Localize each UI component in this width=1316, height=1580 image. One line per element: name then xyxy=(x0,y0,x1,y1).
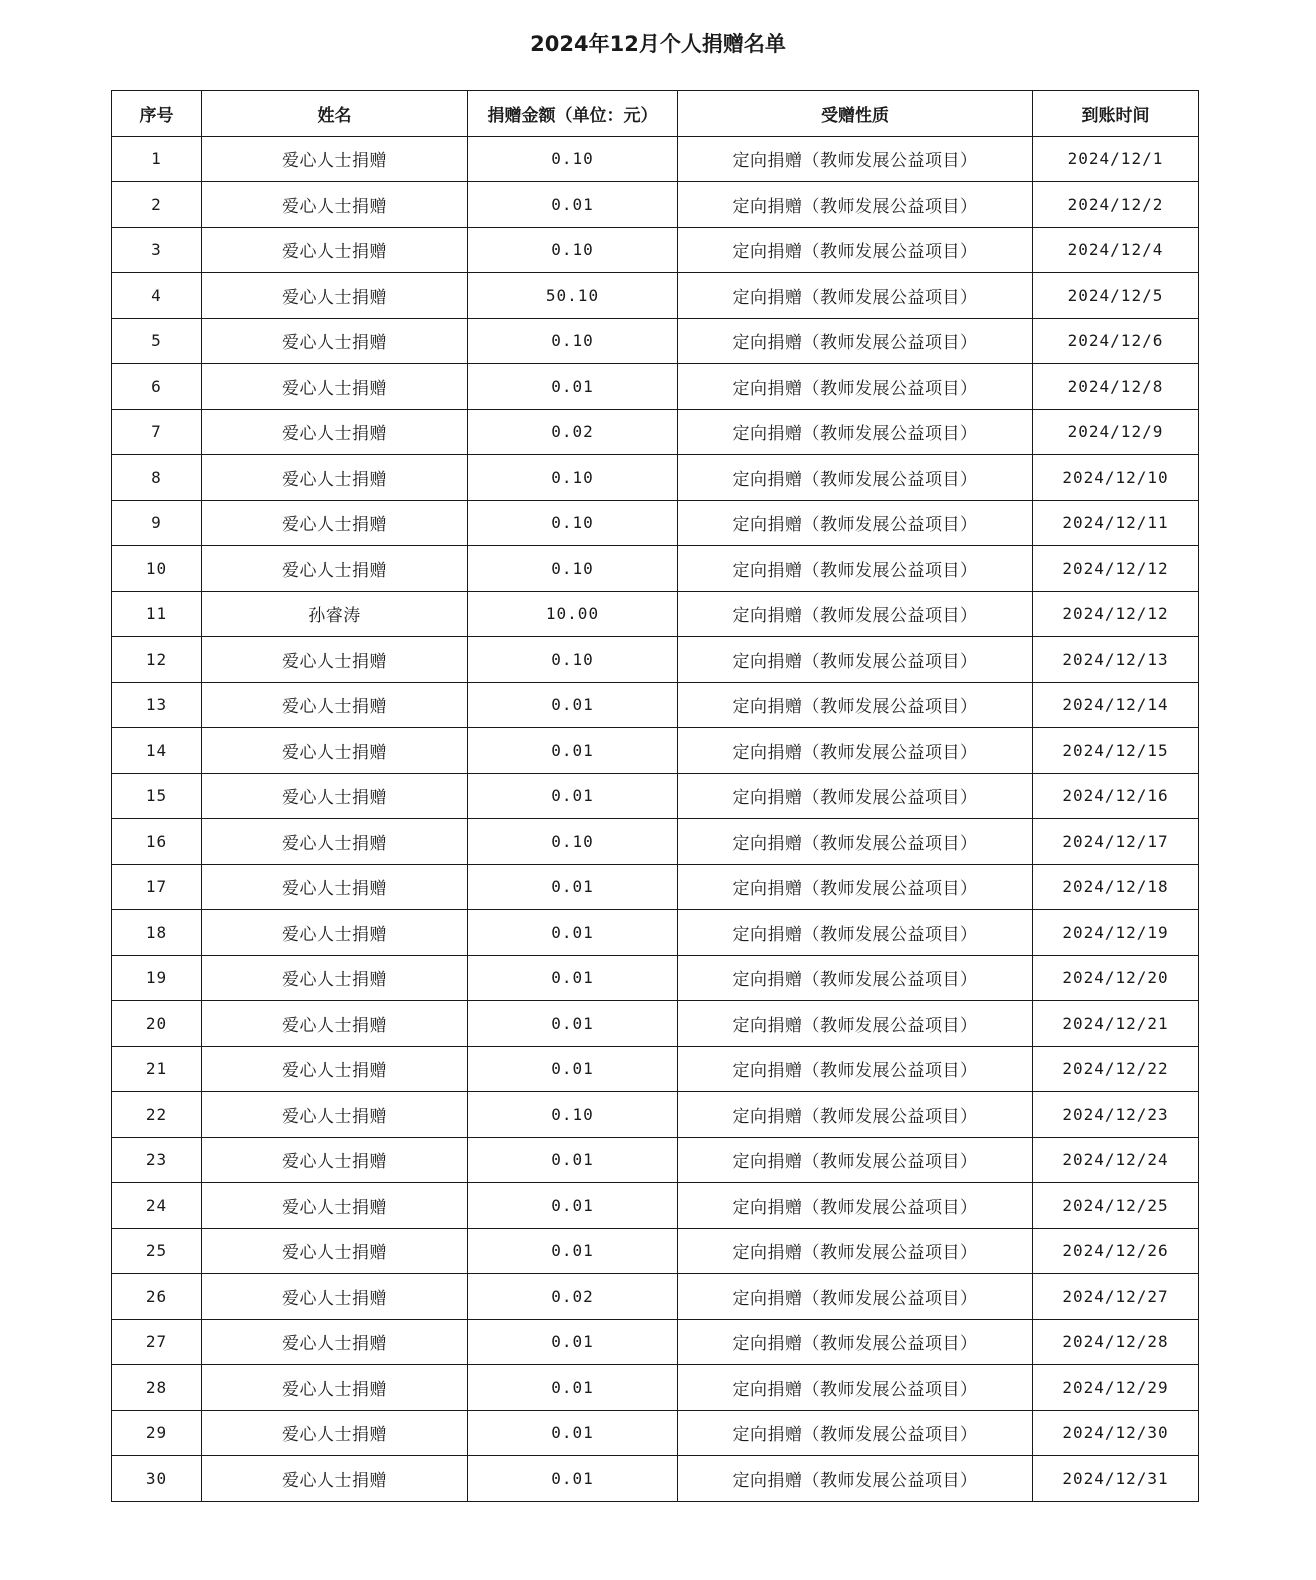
table-row xyxy=(112,182,1199,228)
cell-amount: 0.10 xyxy=(468,819,678,865)
table-row xyxy=(112,500,1199,546)
cell-index: 8 xyxy=(112,455,202,501)
cell-nature: 定向捐赠（教师发展公益项目） xyxy=(678,546,1033,592)
cell-nature: 定向捐赠（教师发展公益项目） xyxy=(678,409,1033,455)
cell-date: 2024/12/9 xyxy=(1033,409,1199,455)
cell-date: 2024/12/25 xyxy=(1033,1183,1199,1229)
table-row xyxy=(112,364,1199,410)
cell-nature: 定向捐赠（教师发展公益项目） xyxy=(678,1092,1033,1138)
table-row xyxy=(112,273,1199,319)
cell-name: 爱心人士捐赠 xyxy=(202,182,468,228)
cell-amount: 0.01 xyxy=(468,1046,678,1092)
cell-name: 爱心人士捐赠 xyxy=(202,864,468,910)
cell-nature: 定向捐赠（教师发展公益项目） xyxy=(678,1183,1033,1229)
cell-index: 23 xyxy=(112,1137,202,1183)
cell-date: 2024/12/4 xyxy=(1033,227,1199,273)
cell-index: 19 xyxy=(112,955,202,1001)
cell-name: 爱心人士捐赠 xyxy=(202,1137,468,1183)
cell-amount: 0.10 xyxy=(468,637,678,683)
table-row xyxy=(112,1274,1199,1320)
cell-name: 爱心人士捐赠 xyxy=(202,136,468,182)
cell-index: 6 xyxy=(112,364,202,410)
cell-name: 爱心人士捐赠 xyxy=(202,819,468,865)
cell-name: 爱心人士捐赠 xyxy=(202,1001,468,1047)
cell-name: 爱心人士捐赠 xyxy=(202,682,468,728)
cell-nature: 定向捐赠（教师发展公益项目） xyxy=(678,1456,1033,1502)
cell-index: 18 xyxy=(112,910,202,956)
cell-amount: 0.01 xyxy=(468,1456,678,1502)
table-row xyxy=(112,136,1199,182)
cell-nature: 定向捐赠（教师发展公益项目） xyxy=(678,273,1033,319)
cell-name: 爱心人士捐赠 xyxy=(202,364,468,410)
cell-index: 15 xyxy=(112,773,202,819)
table-row xyxy=(112,682,1199,728)
table-row xyxy=(112,1183,1199,1229)
cell-nature: 定向捐赠（教师发展公益项目） xyxy=(678,1319,1033,1365)
cell-amount: 0.01 xyxy=(468,1228,678,1274)
cell-index: 22 xyxy=(112,1092,202,1138)
cell-date: 2024/12/13 xyxy=(1033,637,1199,683)
table-row xyxy=(112,227,1199,273)
cell-name: 爱心人士捐赠 xyxy=(202,1046,468,1092)
cell-index: 30 xyxy=(112,1456,202,1502)
cell-nature: 定向捐赠（教师发展公益项目） xyxy=(678,682,1033,728)
cell-nature: 定向捐赠（教师发展公益项目） xyxy=(678,1046,1033,1092)
cell-date: 2024/12/11 xyxy=(1033,500,1199,546)
cell-index: 14 xyxy=(112,728,202,774)
cell-name: 爱心人士捐赠 xyxy=(202,1092,468,1138)
cell-date: 2024/12/21 xyxy=(1033,1001,1199,1047)
cell-name: 爱心人士捐赠 xyxy=(202,1183,468,1229)
header-amount: 捐赠金额（单位：元） xyxy=(468,91,678,137)
header-nature: 受赠性质 xyxy=(678,91,1033,137)
cell-amount: 0.01 xyxy=(468,1001,678,1047)
cell-nature: 定向捐赠（教师发展公益项目） xyxy=(678,1410,1033,1456)
page-title: 2024年12月个人捐赠名单 xyxy=(530,32,786,56)
cell-index: 7 xyxy=(112,409,202,455)
cell-index: 21 xyxy=(112,1046,202,1092)
cell-date: 2024/12/20 xyxy=(1033,955,1199,1001)
header-name: 姓名 xyxy=(202,91,468,137)
cell-amount: 0.10 xyxy=(468,318,678,364)
cell-nature: 定向捐赠（教师发展公益项目） xyxy=(678,1137,1033,1183)
cell-index: 11 xyxy=(112,591,202,637)
cell-amount: 0.01 xyxy=(468,1137,678,1183)
table-row xyxy=(112,1092,1199,1138)
cell-nature: 定向捐赠（教师发展公益项目） xyxy=(678,864,1033,910)
cell-amount: 50.10 xyxy=(468,273,678,319)
cell-name: 爱心人士捐赠 xyxy=(202,1228,468,1274)
table-row xyxy=(112,728,1199,774)
cell-name: 爱心人士捐赠 xyxy=(202,1274,468,1320)
cell-date: 2024/12/15 xyxy=(1033,728,1199,774)
table-row xyxy=(112,819,1199,865)
cell-index: 28 xyxy=(112,1365,202,1411)
cell-name: 爱心人士捐赠 xyxy=(202,409,468,455)
cell-index: 25 xyxy=(112,1228,202,1274)
cell-index: 27 xyxy=(112,1319,202,1365)
cell-amount: 0.01 xyxy=(468,864,678,910)
cell-date: 2024/12/30 xyxy=(1033,1410,1199,1456)
cell-date: 2024/12/18 xyxy=(1033,864,1199,910)
cell-nature: 定向捐赠（教师发展公益项目） xyxy=(678,728,1033,774)
cell-amount: 0.01 xyxy=(468,1365,678,1411)
donation-table xyxy=(111,90,1199,1502)
cell-amount: 0.02 xyxy=(468,409,678,455)
cell-index: 1 xyxy=(112,136,202,182)
cell-date: 2024/12/17 xyxy=(1033,819,1199,865)
cell-nature: 定向捐赠（教师发展公益项目） xyxy=(678,955,1033,1001)
table-row xyxy=(112,455,1199,501)
cell-index: 17 xyxy=(112,864,202,910)
cell-date: 2024/12/24 xyxy=(1033,1137,1199,1183)
cell-amount: 0.01 xyxy=(468,182,678,228)
cell-index: 13 xyxy=(112,682,202,728)
table-row xyxy=(112,1410,1199,1456)
cell-name: 爱心人士捐赠 xyxy=(202,273,468,319)
cell-amount: 0.01 xyxy=(468,1183,678,1229)
table-body xyxy=(112,136,1199,1501)
cell-amount: 0.10 xyxy=(468,500,678,546)
cell-name: 爱心人士捐赠 xyxy=(202,1365,468,1411)
cell-name: 爱心人士捐赠 xyxy=(202,500,468,546)
cell-nature: 定向捐赠（教师发展公益项目） xyxy=(678,1001,1033,1047)
cell-amount: 0.01 xyxy=(468,955,678,1001)
cell-name: 爱心人士捐赠 xyxy=(202,1319,468,1365)
cell-amount: 10.00 xyxy=(468,591,678,637)
cell-name: 爱心人士捐赠 xyxy=(202,546,468,592)
cell-index: 2 xyxy=(112,182,202,228)
table-row xyxy=(112,1456,1199,1502)
cell-name: 孙睿涛 xyxy=(202,591,468,637)
cell-index: 26 xyxy=(112,1274,202,1320)
cell-nature: 定向捐赠（教师发展公益项目） xyxy=(678,318,1033,364)
cell-date: 2024/12/27 xyxy=(1033,1274,1199,1320)
cell-nature: 定向捐赠（教师发展公益项目） xyxy=(678,637,1033,683)
cell-amount: 0.01 xyxy=(468,1319,678,1365)
cell-index: 12 xyxy=(112,637,202,683)
cell-name: 爱心人士捐赠 xyxy=(202,728,468,774)
cell-nature: 定向捐赠（教师发展公益项目） xyxy=(678,364,1033,410)
cell-nature: 定向捐赠（教师发展公益项目） xyxy=(678,182,1033,228)
cell-name: 爱心人士捐赠 xyxy=(202,637,468,683)
cell-amount: 0.01 xyxy=(468,682,678,728)
cell-name: 爱心人士捐赠 xyxy=(202,1456,468,1502)
table-row xyxy=(112,1001,1199,1047)
cell-amount: 0.01 xyxy=(468,1410,678,1456)
cell-nature: 定向捐赠（教师发展公益项目） xyxy=(678,136,1033,182)
cell-date: 2024/12/14 xyxy=(1033,682,1199,728)
table-row xyxy=(112,1137,1199,1183)
cell-name: 爱心人士捐赠 xyxy=(202,910,468,956)
cell-nature: 定向捐赠（教师发展公益项目） xyxy=(678,591,1033,637)
cell-date: 2024/12/1 xyxy=(1033,136,1199,182)
cell-date: 2024/12/31 xyxy=(1033,1456,1199,1502)
cell-date: 2024/12/16 xyxy=(1033,773,1199,819)
cell-amount: 0.01 xyxy=(468,364,678,410)
cell-nature: 定向捐赠（教师发展公益项目） xyxy=(678,819,1033,865)
cell-nature: 定向捐赠（教师发展公益项目） xyxy=(678,910,1033,956)
cell-index: 4 xyxy=(112,273,202,319)
cell-index: 9 xyxy=(112,500,202,546)
table-row xyxy=(112,1046,1199,1092)
cell-name: 爱心人士捐赠 xyxy=(202,318,468,364)
cell-nature: 定向捐赠（教师发展公益项目） xyxy=(678,455,1033,501)
cell-name: 爱心人士捐赠 xyxy=(202,455,468,501)
cell-amount: 0.02 xyxy=(468,1274,678,1320)
cell-date: 2024/12/12 xyxy=(1033,546,1199,592)
cell-date: 2024/12/19 xyxy=(1033,910,1199,956)
cell-date: 2024/12/29 xyxy=(1033,1365,1199,1411)
cell-name: 爱心人士捐赠 xyxy=(202,227,468,273)
cell-date: 2024/12/26 xyxy=(1033,1228,1199,1274)
cell-amount: 0.01 xyxy=(468,910,678,956)
table-row xyxy=(112,546,1199,592)
cell-nature: 定向捐赠（教师发展公益项目） xyxy=(678,1228,1033,1274)
table-row xyxy=(112,409,1199,455)
cell-amount: 0.10 xyxy=(468,455,678,501)
cell-nature: 定向捐赠（教师发展公益项目） xyxy=(678,1365,1033,1411)
cell-date: 2024/12/8 xyxy=(1033,364,1199,410)
cell-date: 2024/12/28 xyxy=(1033,1319,1199,1365)
cell-name: 爱心人士捐赠 xyxy=(202,773,468,819)
cell-nature: 定向捐赠（教师发展公益项目） xyxy=(678,227,1033,273)
table-row xyxy=(112,591,1199,637)
table-row xyxy=(112,910,1199,956)
cell-date: 2024/12/5 xyxy=(1033,273,1199,319)
cell-index: 16 xyxy=(112,819,202,865)
table-header-row xyxy=(112,91,1199,137)
cell-amount: 0.10 xyxy=(468,227,678,273)
cell-index: 3 xyxy=(112,227,202,273)
cell-date: 2024/12/10 xyxy=(1033,455,1199,501)
table-row xyxy=(112,637,1199,683)
cell-date: 2024/12/6 xyxy=(1033,318,1199,364)
cell-amount: 0.10 xyxy=(468,1092,678,1138)
cell-nature: 定向捐赠（教师发展公益项目） xyxy=(678,500,1033,546)
cell-amount: 0.01 xyxy=(468,773,678,819)
cell-date: 2024/12/22 xyxy=(1033,1046,1199,1092)
cell-amount: 0.01 xyxy=(468,728,678,774)
table-row xyxy=(112,1319,1199,1365)
cell-nature: 定向捐赠（教师发展公益项目） xyxy=(678,773,1033,819)
table-row xyxy=(112,955,1199,1001)
cell-name: 爱心人士捐赠 xyxy=(202,1410,468,1456)
table-row xyxy=(112,1228,1199,1274)
table-row xyxy=(112,864,1199,910)
table-row xyxy=(112,1365,1199,1411)
cell-amount: 0.10 xyxy=(468,136,678,182)
cell-index: 29 xyxy=(112,1410,202,1456)
cell-amount: 0.10 xyxy=(468,546,678,592)
cell-index: 5 xyxy=(112,318,202,364)
cell-index: 20 xyxy=(112,1001,202,1047)
cell-date: 2024/12/23 xyxy=(1033,1092,1199,1138)
cell-name: 爱心人士捐赠 xyxy=(202,955,468,1001)
cell-index: 24 xyxy=(112,1183,202,1229)
header-index: 序号 xyxy=(112,91,202,137)
table-row xyxy=(112,318,1199,364)
cell-index: 10 xyxy=(112,546,202,592)
table-row xyxy=(112,773,1199,819)
cell-nature: 定向捐赠（教师发展公益项目） xyxy=(678,1274,1033,1320)
header-date: 到账时间 xyxy=(1033,91,1199,137)
cell-date: 2024/12/12 xyxy=(1033,591,1199,637)
cell-date: 2024/12/2 xyxy=(1033,182,1199,228)
